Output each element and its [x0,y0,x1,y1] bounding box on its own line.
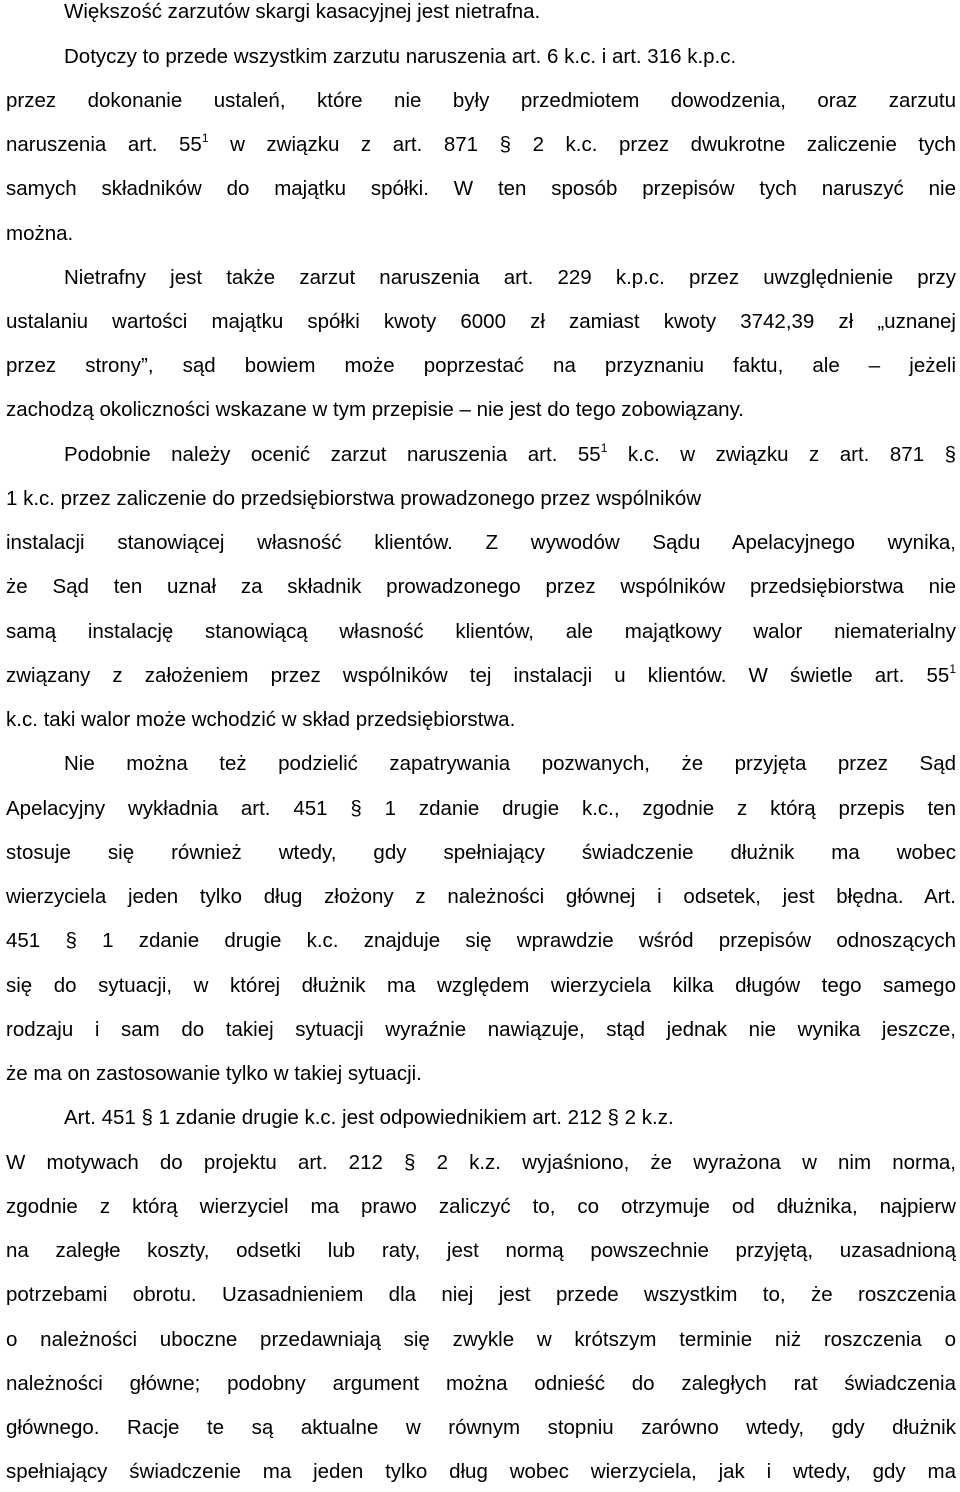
superscript: 1 [949,662,956,676]
superscript: 1 [600,441,608,455]
text-line: samą instalację stanowiącą własność klientów, ale majątkowy walor niematerialny [6,620,956,643]
text-line: 451 § 1 zdanie drugie k.c. znajduje się wprawdzie wśród przepisów odnoszących [6,929,956,952]
text-line: ustalaniu wartości majątku spółki kwoty 6000 zł zamiast kwoty 3742,39 zł „uznanej [6,310,956,333]
text-line: Dotyczy to przede wszystkim zarzutu naruszenia art. 6 k.c. i art. 316 k.p.c. [64,45,737,68]
text-line: przez dokonanie ustaleń, które nie były przedmiotem dowodzenia, oraz zarzutu [6,89,956,112]
text-line: można. [6,222,74,245]
text-line: W motywach do projektu art. 212 § 2 k.z. wyjaśniono, że wyrażona w nim norma, [6,1151,956,1174]
text-line: Podobnie należy ocenić zarzut naruszenia art. $55^1$ k.c. w związku z art. 871 § [64,441,956,466]
text-line: na zaległe koszty, odsetki lub raty, jest normą powszechnie przyjętą, uzasadnioną [6,1239,956,1262]
text-line: Nie można też podzielić zapatrywania pozwanych, że przyjęta przez Sąd [64,752,956,775]
text-line: spełniający świadczenie ma jeden tylko dług wobec wierzyciela, jak i wtedy, gdy ma [6,1460,956,1483]
text-line: o należności uboczne przedawniają się zwykle w krótszym terminie niż roszczenia o [6,1328,956,1351]
text-line: związany z założeniem przez wspólników tej instalacji u klientów. W świetle art. $55^1$ [6,662,956,687]
text-line: rodzaju i sam do takiej sytuacji wyraźnie nawiązuje, stąd jednak nie wynika jeszcze, [6,1018,956,1041]
text-line: Art. 451 § 1 zdanie drugie k.c. jest odpowiednikiem art. 212 § 2 k.z. [64,1106,674,1129]
text-line: Apelacyjny wykładnia art. 451 § 1 zdanie drugie k.c., zgodnie z którą przepis ten [6,797,956,820]
text-line: instalacji stanowiącej własność klientów. Z wywodów Sądu Apelacyjnego wynika, [6,531,956,554]
text-line: że ma on zastosowanie tylko w takiej sytuacji. [6,1062,422,1085]
text-line: samych składników do majątku spółki. W ten sposób przepisów tych naruszyć nie [6,177,956,200]
text-line: głównego. Racje te są aktualne w równym stopniu zarówno wtedy, gdy dłużnik [6,1416,956,1439]
text-line: Większość zarzutów skargi kasacyjnej jest nietrafna. [64,0,541,23]
text-line: się do sytuacji, w której dłużnik ma względem wierzyciela kilka długów tego samego [6,974,956,997]
text-line: zgodnie z którą wierzyciel ma prawo zaliczyć to, co otrzymuje od dłużnika, najpierw [6,1195,956,1218]
text-line: zachodzą okoliczności wskazane w tym przepisie – nie jest do tego zobowiązany. [6,398,744,421]
text-line: przez strony”, sąd bowiem może poprzestać na przyznaniu faktu, ale – jeżeli [6,354,956,377]
superscript: 1 [201,131,209,145]
text-line: Nietrafny jest także zarzut naruszenia art. 229 k.p.c. przez uwzględnienie przy [64,266,956,289]
text-line: stosuje się również wtedy, gdy spełniający świadczenie dłużnik ma wobec [6,841,956,864]
text-line: naruszenia art. $55^1$ w związku z art. 871 § 2 k.c. przez dwukrotne zaliczenie tych [6,131,956,156]
text-line: należności główne; podobny argument można odnieść do zaległych rat świadczenia [6,1372,956,1395]
text-line: potrzebami obrotu. Uzasadnieniem dla niej jest przede wszystkim to, że roszczenia [6,1283,956,1306]
text-line: że Sąd ten uznał za składnik prowadzonego przez wspólników przedsiębiorstwa nie [6,575,956,598]
text-line: wierzyciela jeden tylko dług złożony z należności głównej i odsetek, jest błędna. Art. [6,885,956,908]
text-line: 1 k.c. przez zaliczenie do przedsiębiorstwa prowadzonego przez wspólników [6,487,702,510]
text-line: k.c. taki walor może wchodzić w skład przedsiębiorstwa. [6,708,516,731]
